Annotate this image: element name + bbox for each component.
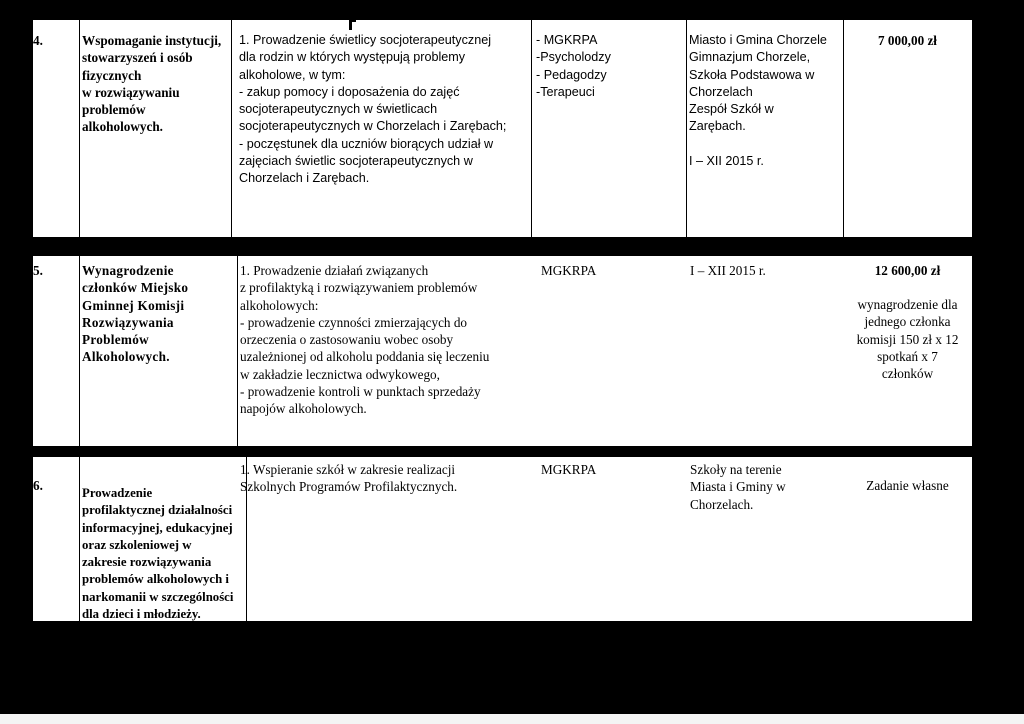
row-divider bbox=[33, 237, 972, 238]
row-task: 1. Prowadzenie świetlicy socjoterapeutycznej dla rodzin w których występują problemy alkoholowe, w tym: - zakup pomocy i doposażenia do zajęć socjoterapeutycznych w świetlicach socjoterapeutycznych w Chorzelach i Zarębach; - poczęstunek dla uczniów biorących udział w zajęciach świetlic socjoterapeutycznych w Chorzelach i Zarębach. bbox=[239, 33, 507, 186]
row-number: 5. bbox=[33, 263, 43, 278]
table-row bbox=[33, 457, 972, 622]
column-divider bbox=[843, 20, 844, 238]
row-number: 4. bbox=[33, 33, 43, 48]
row-cost: 12 600,00 zł bbox=[874, 263, 941, 278]
row-place-time: I – XII 2015 r. bbox=[690, 263, 766, 278]
scan-mark-icon bbox=[347, 18, 358, 31]
row-cost: 7 000,00 zł bbox=[878, 33, 937, 48]
row-executor: - MGKRPA -Psycholodzy - Pedagodzy -Terapeuci bbox=[536, 33, 611, 99]
row-executor: MGKRPA bbox=[541, 462, 597, 477]
table-row bbox=[33, 256, 972, 446]
column-divider bbox=[79, 20, 80, 238]
column-divider bbox=[686, 20, 687, 238]
row-cost: Zadanie własne bbox=[866, 478, 949, 493]
column-divider bbox=[79, 256, 80, 446]
row-task: 1. Wspieranie szkół w zakresie realizacji Szkolnych Programów Profilaktycznych. bbox=[240, 462, 458, 495]
column-divider bbox=[237, 256, 238, 446]
row-cost-note: wynagrodzenie dla jednego członka komisji 150 zł x 12 spotkań x 7 członków bbox=[856, 297, 959, 382]
row-place-time: Miasto i Gmina Chorzele Gimnazjum Chorzele, Szkoła Podstawowa w Chorzelach Zespół Szkół w Zarębach. I – XII 2015 r. bbox=[689, 33, 827, 169]
row-task: 1. Prowadzenie działań związanych z profilaktyką i rozwiązywaniem problemów alkoholowych: - prowadzenie czynności zmierzających do orzeczenia o zastosowaniu wobec osoby uzależnionej od alkoholu poddania się leczeniu w zakładzie lecznictwa odwykowego, - prowadzenie kontroli w punktach sprzedaży napojów alkoholowych. bbox=[240, 263, 490, 417]
row-divider bbox=[33, 243, 968, 244]
row-topic: Wynagrodzenie członków Miejsko Gminnej Komisji Rozwiązywania Problemów Alkoholowych. bbox=[82, 263, 189, 365]
row-executor: MGKRPA bbox=[541, 263, 597, 278]
row-topic: Wspomaganie instytucji, stowarzyszeń i osób fizycznych w rozwiązywaniu problemów alkoholowych. bbox=[82, 33, 222, 135]
row-place-time: Szkoły na terenie Miasta i Gminy w Chorzelach. bbox=[690, 462, 786, 512]
column-divider bbox=[79, 457, 80, 622]
page-edge bbox=[0, 714, 1024, 724]
row-topic: Prowadzenie profilaktycznej działalności informacyjnej, edukacyjnej oraz szkoleniowej w zakresie rozwiązywania problemów alkoholowych i narkomanii w szczególności dla dzieci i młodzieży. bbox=[82, 486, 234, 622]
row-number: 6. bbox=[33, 478, 43, 493]
table-row bbox=[33, 20, 972, 238]
